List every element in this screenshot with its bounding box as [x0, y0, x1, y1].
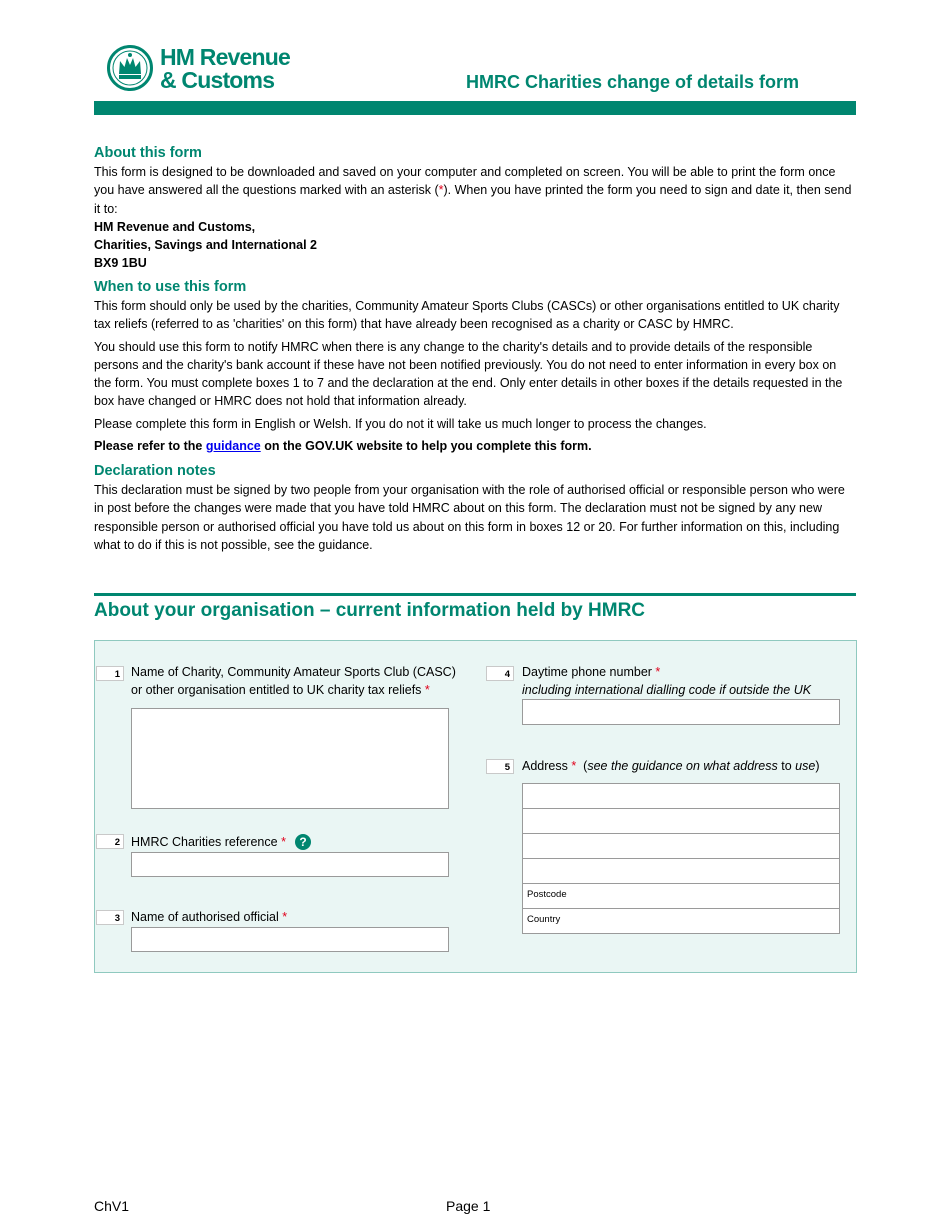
address-line-2-input[interactable]	[522, 808, 840, 834]
about-text-part2: ). When you have printed the form you need to sign and date it, then send it to:	[94, 183, 852, 216]
declaration-notes-text: This declaration must be signed by two people from your organisation with the role of authorised official or responsible person who were in post before the changes were made that you have told HMRC about on this form. The declaration must not be signed by any new responsible person or authorised official you have told us about on this form in boxes 12 or 20. For further information on this, including what to do if this is not possible, see the guidance.	[94, 483, 845, 552]
form-title: HMRC Charities change of details form	[466, 72, 800, 92]
address-hint-open: (	[583, 759, 588, 773]
guidance-text-before: Please refer to the	[94, 439, 206, 454]
address-hint-part1: see the guidance on what address	[587, 759, 782, 773]
postal-address-line2: Charities, Savings and International 2	[94, 238, 317, 253]
when-to-use-para2: You should use this form to notify HMRC when there is any change to the charity's details and to provide details of the responsible persons and the charity's bank account if these have not been notified previously. You do not need to enter information in every box on the form. You must complete boxes 1 to 7 and the declaration at the end. Only enter details in other boxes if the details requested in the box have changed or HMRC does not hold that information already.	[94, 339, 843, 409]
box-number-1: 1	[96, 666, 124, 681]
charities-reference-label-text: HMRC Charities reference	[131, 835, 278, 849]
help-question-icon[interactable]: ?	[295, 834, 311, 850]
charity-name-label-line2	[131, 681, 456, 699]
address-hint-to: to	[781, 759, 792, 773]
postal-address-line1: HM Revenue and Customs,	[94, 219, 256, 234]
required-asterisk: *	[282, 910, 288, 924]
address-line-1-input[interactable]	[522, 783, 840, 809]
about-text-part1: This form is designed to be downloaded and saved on your computer and completed on screen. You will be able to print the form once you have answered all the questions marked with an asterisk (	[94, 165, 836, 198]
charities-reference-label	[131, 833, 286, 851]
required-asterisk: *	[424, 683, 430, 697]
box-number-3: 3	[96, 910, 124, 925]
address-label-text: Address	[522, 759, 568, 773]
address-hint-close: )	[815, 759, 820, 773]
charity-name-label	[131, 663, 456, 699]
daytime-phone-label	[522, 663, 811, 699]
country-label: Country	[527, 914, 561, 925]
about-this-form-text	[94, 163, 856, 218]
box-number-4: 4	[486, 666, 514, 681]
when-to-use-para1: This form should only be used by the charities, Community Amateur Sports Clubs (CASCs) or other organisations entitled to UK charity tax reliefs (referred to as 'charities' on this form) that have already been recognised as a charity or CASC by HMRC.	[94, 299, 840, 332]
charities-reference-input[interactable]	[131, 852, 449, 877]
declaration-notes-heading: Declaration notes	[94, 463, 216, 479]
daytime-phone-hint: including international dialling code if outside the UK	[522, 683, 812, 697]
when-to-use-para4	[94, 437, 856, 455]
required-asterisk: *	[655, 665, 661, 679]
postal-address-line3: BX9 1BU	[94, 256, 147, 271]
postcode-label: Postcode	[527, 889, 567, 900]
required-asterisk: *	[438, 183, 444, 198]
declaration-notes-section	[94, 462, 856, 558]
section-divider	[94, 593, 856, 596]
header-bar	[94, 101, 856, 115]
about-organisation-title: About your organisation – current information held by HMRC	[94, 600, 646, 621]
charity-name-input[interactable]	[131, 708, 449, 809]
when-to-use-section	[94, 278, 856, 459]
logo-text-line2: & Customs	[160, 67, 275, 93]
authorised-official-label-text: Name of authorised official	[131, 910, 279, 924]
charity-name-label-line1: Name of Charity, Community Amateur Sports Club (CASC)	[131, 665, 456, 679]
about-this-form-heading: About this form	[94, 145, 202, 161]
hmrc-logo	[106, 44, 306, 96]
guidance-link[interactable]: guidance	[205, 439, 261, 454]
authorised-official-input[interactable]	[131, 927, 449, 952]
when-to-use-heading: When to use this form	[94, 279, 247, 295]
logo-text-line1: HM Revenue	[160, 44, 291, 70]
when-to-use-para3: Please complete this form in English or Welsh. If you do not it will take us much longer to process the changes.	[94, 416, 707, 431]
form-code: ChV1	[94, 1198, 130, 1214]
charity-name-label-text: or other organisation entitled to UK charity tax reliefs	[131, 683, 422, 697]
box-number-2: 2	[96, 834, 124, 849]
about-this-form-section	[94, 144, 856, 273]
daytime-phone-label-text: Daytime phone number	[522, 665, 652, 679]
address-hint-part2: use	[791, 759, 816, 773]
required-asterisk: *	[281, 835, 286, 849]
authorised-official-label	[131, 908, 287, 926]
address-line-4-input[interactable]	[522, 858, 840, 884]
guidance-text-after: on the GOV.UK website to help you complete this form.	[260, 439, 592, 454]
address-label	[522, 757, 819, 775]
required-asterisk: *	[571, 759, 577, 773]
page-number: Page 1	[446, 1198, 491, 1214]
crown-crest-icon	[106, 44, 154, 92]
country-input[interactable]	[522, 908, 840, 934]
organisation-details-panel	[94, 640, 857, 973]
box-number-5: 5	[486, 759, 514, 774]
postcode-input[interactable]	[522, 883, 840, 909]
daytime-phone-label-line	[522, 663, 811, 681]
daytime-phone-input[interactable]	[522, 699, 840, 725]
address-line-3-input[interactable]	[522, 833, 840, 859]
